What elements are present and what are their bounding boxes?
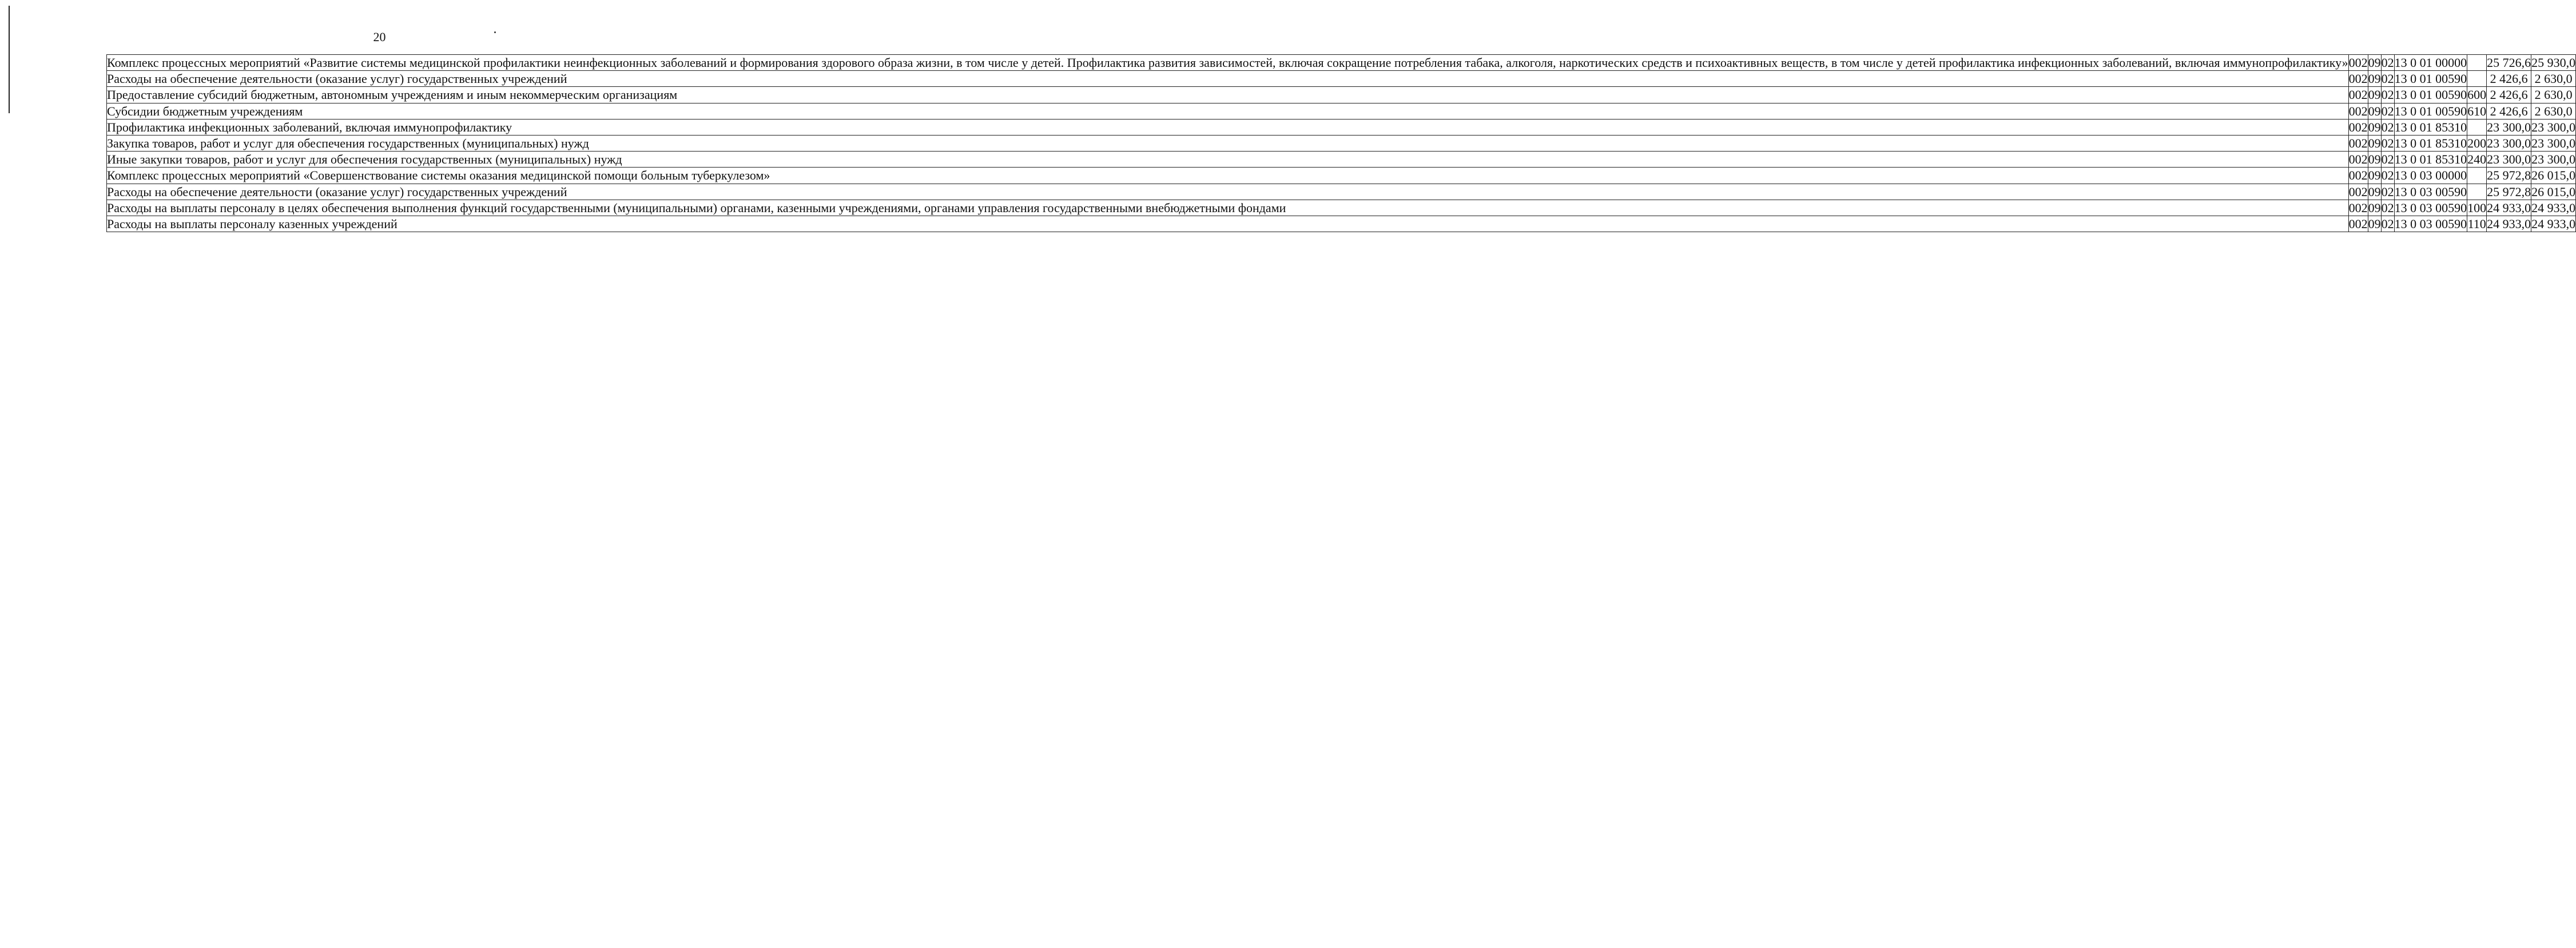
ministry-code: 002 — [2348, 87, 2368, 102]
row-name: Закупка товаров, работ и услуг для обеспечения государственных (муниципальных) нужд — [107, 136, 2349, 152]
row-name: Расходы на обеспечение деятельности (оказание услуг) государственных учреждений — [107, 71, 2349, 87]
section-code: 09 — [2368, 184, 2381, 199]
amount-year-2: 24 933,0 — [2531, 217, 2576, 232]
row-name: Расходы на выплаты персоналу казенных учреждений — [107, 216, 2349, 232]
amount-year-2: 26 015,0 — [2531, 184, 2576, 199]
amount-year-2: 24 933,0 — [2531, 200, 2576, 215]
target-article-code: 13 0 01 85310 — [2394, 120, 2467, 134]
section-code: 09 — [2368, 103, 2381, 118]
row-name: Субсидии бюджетным учреждениям — [107, 103, 2349, 119]
section-code: 09 — [2368, 136, 2381, 151]
table-row — [107, 103, 2576, 119]
row-name: Расходы на обеспечение деятельности (оказание услуг) государственных учреждений — [107, 184, 2349, 200]
amount-year-1: 24 933,0 — [2487, 200, 2531, 215]
amount-year-2: 26 015,0 — [2531, 168, 2576, 183]
row-name: Комплекс процессных мероприятий «Развитие системы медицинской профилактики неинфекционных заболеваний и формирования здорового образа жизни, в том числе у детей. Профилактика развития зависимостей, включая сокращение потребления табака, алкоголя, наркотических средств и психоактивных веществ, в том числе у детей профилактика инфекционных заболеваний, включая иммунопрофилактику» — [107, 55, 2348, 70]
table-row — [107, 184, 2576, 200]
expense-type-code: 600 — [2467, 87, 2487, 102]
ministry-code: 002 — [2348, 136, 2368, 151]
amount-year-2: 2 630,0 — [2531, 103, 2576, 119]
amount-year-2: 23 300,0 — [2531, 120, 2576, 134]
subsection-code: 02 — [2381, 55, 2394, 70]
section-code: 09 — [2368, 200, 2381, 215]
target-article-code: 13 0 03 00000 — [2394, 168, 2467, 183]
ministry-code: 002 — [2348, 168, 2368, 183]
target-article-code: 13 0 01 00590 — [2394, 71, 2467, 86]
amount-year-1: 23 300,0 — [2487, 152, 2531, 167]
margin-line — [9, 6, 10, 113]
target-article-code: 13 0 01 00590 — [2394, 87, 2467, 102]
expense-type-code — [2467, 71, 2487, 87]
expense-type-code: 100 — [2467, 200, 2487, 215]
subsection-code: 02 — [2381, 87, 2394, 102]
amount-year-1: 24 933,0 — [2487, 217, 2531, 232]
target-article-code: 13 0 03 00590 — [2394, 217, 2467, 232]
ministry-code: 002 — [2348, 152, 2368, 167]
amount-year-2: 23 300,0 — [2531, 152, 2576, 167]
target-article-code: 13 0 01 00590 — [2394, 103, 2467, 118]
subsection-code: 02 — [2381, 168, 2394, 183]
row-name: Расходы на выплаты персоналу в целях обеспечения выполнения функций государственными (муниципальными) органами, казенными учреждениями, органами управления государственными внебюджетными фондами — [107, 200, 2349, 216]
amount-year-1: 23 300,0 — [2487, 120, 2531, 134]
expense-type-code: 240 — [2467, 152, 2487, 167]
amount-year-1: 25 972,8 — [2487, 184, 2531, 199]
amount-year-1: 25 726,6 — [2487, 55, 2531, 70]
target-article-code: 13 0 01 85310 — [2394, 136, 2467, 151]
table-row — [107, 152, 2576, 168]
section-code: 09 — [2368, 55, 2381, 70]
table-row — [107, 200, 2576, 216]
subsection-code: 02 — [2381, 136, 2394, 151]
amount-year-2: 2 630,0 — [2531, 71, 2576, 87]
amount-year-1: 25 972,8 — [2487, 168, 2531, 183]
expense-type-code — [2467, 119, 2487, 135]
subsection-code: 02 — [2381, 184, 2394, 199]
subsection-code: 02 — [2381, 120, 2394, 134]
target-article-code: 13 0 03 00590 — [2394, 184, 2467, 199]
budget-table — [106, 54, 2576, 232]
target-article-code: 13 0 03 00590 — [2394, 200, 2467, 215]
section-code: 09 — [2368, 87, 2381, 102]
subsection-code: 02 — [2381, 217, 2394, 232]
amount-year-2: 2 630,0 — [2531, 87, 2576, 103]
ministry-code: 002 — [2348, 103, 2368, 118]
section-code: 09 — [2368, 71, 2381, 86]
row-name: Предоставление субсидий бюджетным, автономным учреждениям и иным некоммерческим организациям — [107, 87, 2349, 103]
table-row — [107, 136, 2576, 152]
subsection-code: 02 — [2381, 71, 2394, 86]
ministry-code: 002 — [2348, 200, 2368, 215]
ministry-code: 002 — [2348, 55, 2368, 70]
amount-year-1: 2 426,6 — [2487, 87, 2531, 103]
subsection-code: 02 — [2381, 103, 2394, 118]
ministry-code: 002 — [2348, 184, 2368, 199]
ministry-code: 002 — [2348, 217, 2368, 232]
amount-year-1: 2 426,6 — [2487, 103, 2531, 119]
table-row — [107, 55, 2576, 71]
amount-year-2: 25 930,0 — [2531, 55, 2576, 70]
target-article-code: 13 0 01 85310 — [2394, 152, 2467, 167]
expense-type-code — [2467, 55, 2487, 71]
row-name: Иные закупки товаров, работ и услуг для обеспечения государственных (муниципальных) нужд — [107, 152, 2349, 168]
table-row — [107, 119, 2576, 135]
row-name: Комплекс процессных мероприятий «Совершенствование системы оказания медицинской помощи больным туберкулезом» — [107, 168, 2349, 184]
table-row — [107, 168, 2576, 184]
amount-year-1: 23 300,0 — [2487, 136, 2531, 151]
expense-type-code: 110 — [2467, 217, 2486, 232]
amount-year-1: 2 426,6 — [2487, 71, 2531, 87]
section-code: 09 — [2368, 217, 2381, 232]
page-number: 20 — [373, 30, 386, 44]
section-code: 09 — [2368, 152, 2381, 167]
expense-type-code — [2467, 184, 2487, 200]
subsection-code: 02 — [2381, 152, 2394, 167]
row-name: Профилактика инфекционных заболеваний, включая иммунопрофилактику — [107, 119, 2349, 135]
amount-year-2: 23 300,0 — [2531, 136, 2576, 151]
table-row — [107, 71, 2576, 87]
expense-type-code: 200 — [2467, 136, 2487, 151]
expense-type-code: 610 — [2467, 103, 2487, 118]
target-article-code: 13 0 01 00000 — [2394, 55, 2467, 70]
table-row — [107, 216, 2576, 232]
section-code: 09 — [2368, 120, 2381, 134]
expense-type-code — [2467, 168, 2487, 184]
budget-table-body — [107, 55, 2576, 232]
table-row — [107, 87, 2576, 103]
ministry-code: 002 — [2348, 120, 2368, 134]
subsection-code: 02 — [2381, 200, 2394, 215]
section-code: 09 — [2368, 168, 2381, 183]
ministry-code: 002 — [2348, 71, 2368, 86]
